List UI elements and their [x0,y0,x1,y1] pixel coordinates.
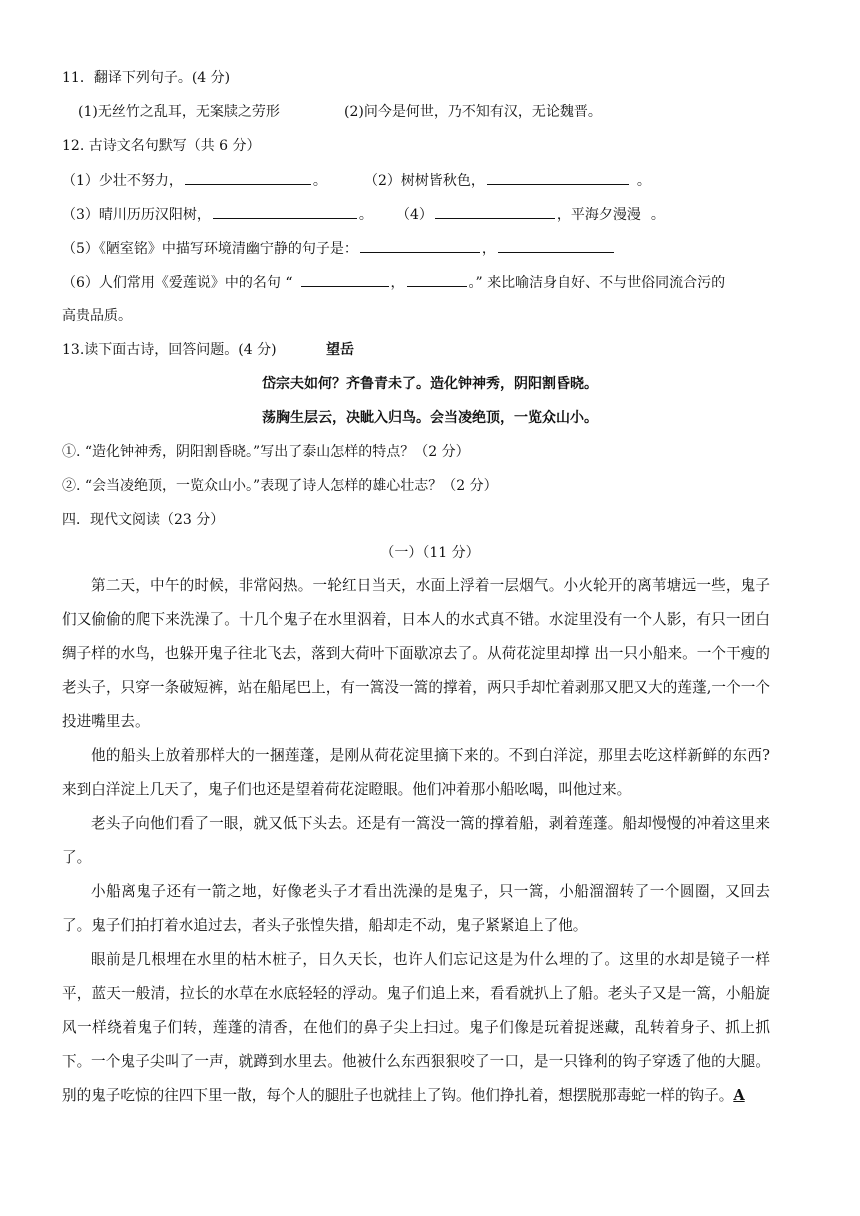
q13-question-1: ①. “造化钟神秀，阴阳割昏晓。”写出了泰山怎样的特点？（2 分） [62,444,470,460]
answer-blank[interactable] [487,170,629,185]
q12-line-3 [62,238,616,259]
q12-line-5: 高贵品质。 [62,308,132,324]
passage-paragraph-6-text: 一个鬼子尖叫了一声，就蹲到水里去。他被什么东西狠狠咬了一口，是一只锋利的钩子穿透了他的大腿。别的鬼子吃惊的往四下里一散，每个人的腿肚子也就挂上了钩。他们挣扎着，想摆脱那毒蛇一样的钩子。 [62,1053,770,1104]
answer-blank[interactable] [498,238,614,253]
section-4-part-1: （一）（11 分） [380,545,480,561]
q12-item-5-text: （5）《陋室铭》中描写环境清幽宁静的句子是： [62,241,358,257]
q12-item-5-sep: ， [481,241,496,257]
passage-paragraph-3: 老头子向他们看了一眼，就又低下头去。还是有一篙没一篙的撑着船，剥着莲蓬。船却慢慢的冲着这里来了。 [62,815,770,866]
passage-paragraph-5-text: 眼前是几根埋在水里的枯木桩子，日久天长，也许人们忘记这是为什么埋的了。这里的水却是镜子一样平，蓝天一般清，拉长的水草在水底轻轻的浮动。鬼子们追上来，看看就扒上了船。老头子又是一篙，小船旋风一样绕着鬼子们转，莲蓬的清香，在他们的鼻子尖上扫过。鬼子们像是玩着捉迷藏，乱转着身子、抓上抓下。 [62,951,770,1070]
answer-blank[interactable] [407,272,467,287]
q12-line-4 [62,272,725,293]
passage-paragraph-4: 小船离鬼子还有一箭之地，好像老头子才看出洗澡的是鬼子，只一篙，小船溜溜转了一个圆圈，又回去了。鬼子们拍打着水追过去，者头子张惶失措，船却走不动，鬼子紧紧追上了他。 [62,883,770,934]
q12-item-2-end: 。 [636,173,651,189]
poem-line-2: 荡胸生层云，决眦入归鸟。会当凌绝顶，一览众山小。 [262,410,598,426]
q12-item-1-text: （1）少壮不努力， [62,173,183,189]
q12-line-1b [364,170,651,191]
q11-title: 11．翻译下列句子。(4 分) [62,70,231,86]
q12-item-4-num: （4） [396,207,433,223]
q12-item-6-text: （6）人们常用《爱莲说》中的名句 “ [62,275,293,291]
answer-blank[interactable] [435,204,555,219]
q13-title: 13.读下面古诗，回答问题。(4 分) [62,342,277,358]
passage-paragraph-6 [62,1045,770,1113]
q12-item-6-sep: ， [390,275,405,291]
answer-blank[interactable] [213,204,357,219]
q12-line-2 [62,204,373,225]
section-4-title: 四．现代文阅读（23 分） [62,512,225,528]
answer-blank[interactable] [185,170,311,185]
answer-blank[interactable] [360,238,480,253]
q12-title: 12. 古诗文名句默写（共 6 分） [62,138,261,154]
q12-item-6-end: 。” 来比喻洁身自好、不与世俗同流合污的 [468,275,726,291]
passage-paragraph-1: 第二天，中午的时候，非常闷热。一轮红日当天，水面上浮着一层烟气。小火轮开的离苇塘远一些，鬼子们又偷偷的爬下来洗澡了。十几个鬼子在水里泅着，日本人的水式真不错。水淀里没有一个人影，有只一团白绸子样的水鸟，也躲开鬼子往北飞去，落到大荷叶下面歇凉去了。从荷花淀里却撑 出一只小船来。一个干瘦的老头子，只穿一条破短裤，站在船尾巴上，有一篙没一篙的撑着，两只手却忙着剥那又肥又大的莲蓬,一个一个投进嘴里去。 [62,577,770,730]
answer-blank[interactable] [301,272,389,287]
q12-item-4-end: 。 [650,207,665,223]
poem-title: 望岳 [326,342,354,358]
q12-item-2-text: （2）树树皆秋色， [364,173,485,189]
q12-line-1 [62,170,327,191]
underlined-mark-a: A [733,1087,745,1104]
poem-line-1: 岱宗夫如何？齐鲁青未了。造化钟神秀，阴阳割昏晓。 [262,376,598,392]
q12-item-3-end: 。 [358,207,373,223]
q12-item-1-end: 。 [312,173,327,189]
q12-item-4-text: ，平海夕漫漫 [556,207,641,223]
q11-sentence-1: (1)无丝竹之乱耳，无案牍之劳形 [78,104,280,120]
q11-sentence-2: (2)问今是何世，乃不知有汉，无论魏晋。 [344,104,602,120]
q12-line-2b [396,204,665,225]
q12-item-3-text: （3）晴川历历汉阳树， [62,207,211,223]
passage-paragraph-2: 他的船头上放着那样大的一捆莲蓬，是刚从荷花淀里摘下来的。不到白洋淀，那里去吃这样新鲜的东西?来到白洋淀上几天了，鬼子们也还是望着荷花淀瞪眼。他们冲着那小船吆喝，叫他过来。 [62,747,770,798]
q13-question-2: ②. “会当凌绝顶，一览众山小。”表现了诗人怎样的雄心壮志？（2 分） [62,478,498,494]
